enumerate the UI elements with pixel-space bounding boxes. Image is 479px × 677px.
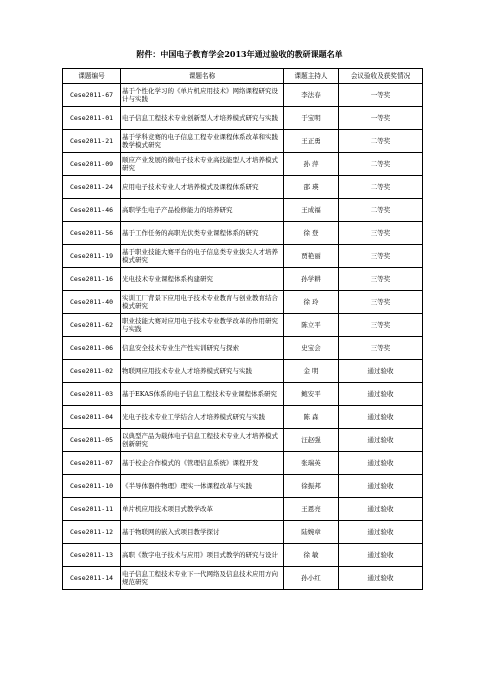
table-row (63, 498, 423, 521)
table-row (63, 337, 423, 360)
cell-project-id: Cese2011-09 (63, 153, 121, 176)
cell-project-id: Cese2011-14 (63, 567, 121, 590)
cell-project-name: 基于个性化学习的《单片机应用技术》网络课程研究设计与实践 (121, 84, 284, 107)
cell-project-id: Cese2011-67 (63, 84, 121, 107)
cell-award: 通过验收 (339, 498, 423, 521)
cell-award: 通过验收 (339, 567, 423, 590)
table-row (63, 153, 423, 176)
cell-award: 通过验收 (339, 429, 423, 452)
cell-award: 三等奖 (339, 268, 423, 291)
table-row (63, 544, 423, 567)
cell-project-name: 电子信息工程技术专业创新型人才培养模式研究与实践 (121, 107, 284, 130)
table-row (63, 314, 423, 337)
table-row (63, 521, 423, 544)
cell-project-id: Cese2011-16 (63, 268, 121, 291)
cell-project-id: Cese2011-03 (63, 383, 121, 406)
cell-host: 邵 瑛 (284, 176, 339, 199)
cell-host: 徐 登 (284, 222, 339, 245)
cell-project-name: 基于学科竞赛的电子信息工程专业课程体系改革和实践教学模式研究 (121, 130, 284, 153)
cell-award: 二等奖 (339, 153, 423, 176)
cell-host: 金 明 (284, 360, 339, 383)
cell-project-name: 实训工厂背景下应用电子技术专业教育与创业教育结合模式研究 (121, 291, 284, 314)
cell-host: 鲍安平 (284, 383, 339, 406)
cell-host: 陈 森 (284, 406, 339, 429)
cell-project-id: Cese2011-56 (63, 222, 121, 245)
cell-project-id: Cese2011-10 (63, 475, 121, 498)
cell-award: 一等奖 (339, 84, 423, 107)
page-title: 附件：中国电子教育学会2013年通过验收的教研课题名单 (136, 49, 343, 59)
cell-award: 二等奖 (339, 130, 423, 153)
column-header-award: 会议验收及获奖情况 (339, 69, 423, 84)
cell-project-name: 以典型产品为载体电子信息工程技术专业人才培养模式创新研究 (121, 429, 284, 452)
table-row (63, 360, 423, 383)
cell-host: 于宝明 (284, 107, 339, 130)
cell-award: 通过验收 (339, 383, 423, 406)
cell-host: 张瑞英 (284, 452, 339, 475)
cell-project-name: 物联网应用技术专业人才培养模式研究与实践 (121, 360, 284, 383)
cell-host: 李法春 (284, 84, 339, 107)
cell-host: 王正勇 (284, 130, 339, 153)
table-row (63, 429, 423, 452)
results-table (62, 68, 423, 590)
table-row (63, 84, 423, 107)
cell-award: 通过验收 (339, 406, 423, 429)
cell-project-id: Cese2011-01 (63, 107, 121, 130)
cell-award: 三等奖 (339, 222, 423, 245)
table-row (63, 199, 423, 222)
cell-project-name: 光电技术专业课程体系构建研究 (121, 268, 284, 291)
cell-project-name: 基于工作任务的高职光伏类专业课程体系的研究 (121, 222, 284, 245)
cell-project-id: Cese2011-05 (63, 429, 121, 452)
cell-project-name: 高职学生电子产品检修能力的培养研究 (121, 199, 284, 222)
table-row (63, 475, 423, 498)
cell-project-id: Cese2011-04 (63, 406, 121, 429)
table-row (63, 176, 423, 199)
cell-project-id: Cese2011-13 (63, 544, 121, 567)
cell-host: 陈立平 (284, 314, 339, 337)
column-header-host: 课题主持人 (284, 69, 339, 84)
column-header-id: 课题编号 (63, 69, 121, 84)
cell-project-name: 单片机应用技术项目式教学改革 (121, 498, 284, 521)
cell-host: 徐 玲 (284, 291, 339, 314)
cell-project-id: Cese2011-06 (63, 337, 121, 360)
cell-project-name: 信息安全技术专业生产性实训研究与探索 (121, 337, 284, 360)
cell-project-id: Cese2011-21 (63, 130, 121, 153)
cell-project-id: Cese2011-46 (63, 199, 121, 222)
cell-project-id: Cese2011-02 (63, 360, 121, 383)
cell-host: 贾艳丽 (284, 245, 339, 268)
cell-project-name: 应用电子技术专业人才培养模式及课程体系研究 (121, 176, 284, 199)
cell-host: 徐振邦 (284, 475, 339, 498)
cell-project-id: Cese2011-62 (63, 314, 121, 337)
cell-award: 通过验收 (339, 452, 423, 475)
cell-project-name: 光电子技术专业工学结合人才培养模式研究与实践 (121, 406, 284, 429)
table-body (63, 84, 423, 590)
cell-project-name: 职业技能大赛对应用电子技术专业教学改革的作用研究与实践 (121, 314, 284, 337)
column-header-name: 课题名称 (121, 69, 284, 84)
cell-project-id: Cese2011-19 (63, 245, 121, 268)
table-row (63, 222, 423, 245)
cell-host: 王恩亮 (284, 498, 339, 521)
table-row (63, 567, 423, 590)
cell-award: 通过验收 (339, 475, 423, 498)
table-row (63, 130, 423, 153)
cell-host: 王成福 (284, 199, 339, 222)
cell-award: 二等奖 (339, 199, 423, 222)
cell-award: 三等奖 (339, 337, 423, 360)
cell-award: 三等奖 (339, 314, 423, 337)
cell-host: 孙学耕 (284, 268, 339, 291)
table-row (63, 245, 423, 268)
table-row (63, 452, 423, 475)
table-row (63, 107, 423, 130)
table-row (63, 291, 423, 314)
cell-project-name: 高职《数字电子技术与应用》项目式教学的研究与设计 (121, 544, 284, 567)
cell-award: 通过验收 (339, 360, 423, 383)
cell-project-id: Cese2011-12 (63, 521, 121, 544)
cell-award: 二等奖 (339, 176, 423, 199)
cell-project-name: 基于校企合作模式的《管理信息系统》课程开发 (121, 452, 284, 475)
cell-project-id: Cese2011-11 (63, 498, 121, 521)
cell-award: 通过验收 (339, 544, 423, 567)
cell-project-name: 基于物联网的嵌入式项目教学探讨 (121, 521, 284, 544)
cell-award: 三等奖 (339, 291, 423, 314)
cell-award: 通过验收 (339, 521, 423, 544)
cell-project-name: 电子信息工程技术专业下一代网络及信息技术应用方向规范研究 (121, 567, 284, 590)
cell-award: 一等奖 (339, 107, 423, 130)
cell-project-name: 顺应产业发展的微电子技术专业高技能型人才培养模式研究 (121, 153, 284, 176)
cell-host: 孙小红 (284, 567, 339, 590)
table-row (63, 406, 423, 429)
table-row (63, 268, 423, 291)
cell-project-name: 基于EKAS体系的电子信息工程技术专业课程体系研究 (121, 383, 284, 406)
cell-host: 孙 萍 (284, 153, 339, 176)
cell-project-id: Cese2011-40 (63, 291, 121, 314)
cell-project-id: Cese2011-07 (63, 452, 121, 475)
cell-project-name: 《半导体器件物理》理实一体课程改革与实践 (121, 475, 284, 498)
cell-host: 汪赵强 (284, 429, 339, 452)
table-header-row (63, 69, 423, 84)
cell-host: 徐 敏 (284, 544, 339, 567)
cell-host: 史宝会 (284, 337, 339, 360)
cell-project-id: Cese2011-24 (63, 176, 121, 199)
cell-project-name: 基于职业技能大赛平台的电子信息类专业拔尖人才培养模式研究 (121, 245, 284, 268)
cell-award: 三等奖 (339, 245, 423, 268)
cell-host: 陆婉章 (284, 521, 339, 544)
table-row (63, 383, 423, 406)
